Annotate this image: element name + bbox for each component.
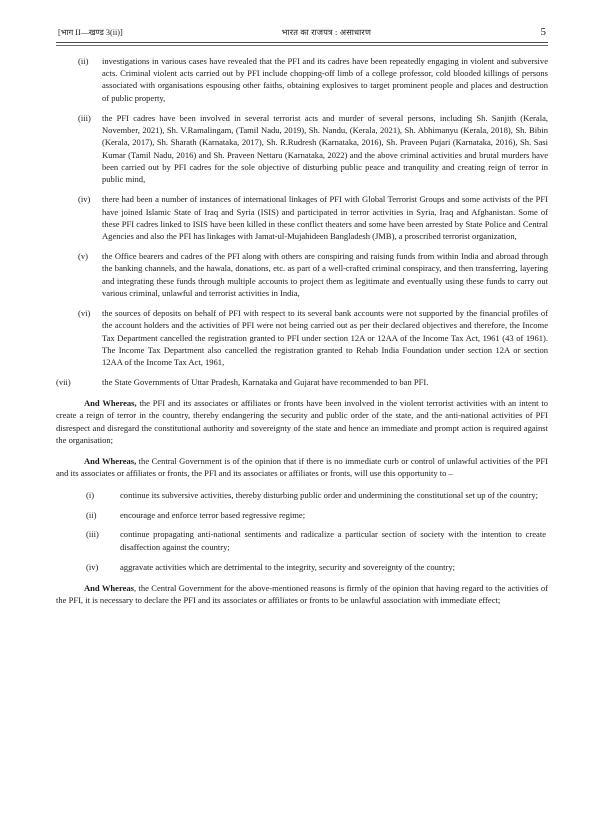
- sub-clause-iv: [56, 561, 548, 573]
- header-rule-bottom: [56, 45, 548, 46]
- header-gazette-title: भारत का राजपत्र : असाधारण: [281, 28, 372, 37]
- clause-v: [56, 250, 548, 299]
- clause-ii: [56, 55, 548, 104]
- whereas-lead-in: And Whereas,: [84, 398, 137, 409]
- sub-clause-text: continue propagating anti-national sentiments and radicalize a particular section of society with the intention to create disaffection against the country;: [120, 529, 546, 552]
- clause-text: the Office bearers and cadres of the PFI along with others are conspiring and raising funds from within India and abroad through the banking channels, and the hawala, donations, etc. as part of a well-crafted criminal conspiracy, and then transferring, layering and integrating these funds through multiple accounts to project them as legitimate and eventually using these funds to carry out various criminal, unlawful and terrorist activities in India,: [102, 251, 548, 299]
- clause-vii: [56, 376, 548, 388]
- sub-clause-marker: (i): [86, 489, 95, 500]
- clause-marker: (vii): [56, 377, 71, 388]
- clause-marker: (v): [78, 251, 88, 262]
- clause-marker: (iii): [78, 112, 91, 123]
- whereas-paragraph-3: [56, 582, 548, 607]
- clause-marker: (vi): [78, 307, 91, 318]
- clause-text: the PFI cadres have been involved in several terrorist acts and murder of several persons, including Sh. Sanjith (Kerala, November, 2021), Sh. V.Ramalingam, (Tamil Nadu, 2019), Sh. Nandu, (Kerala, 2021), Sh. Abhimanyu (Kerala, 2018), Sh. Bibin (Kerala, 2017), Sh. Sharath (Karnataka, 2017), Sh. R.Rudresh (Karnataka, 2016), Sh. Praveen Pujari (Karnataka, 2016), Sh. Sasi Kumar (Tamil Nadu, 2016) and Sh. Praveen Nettaru (Karnataka, 2022) and the above criminal activities and brutal murders have been carried out by PFI cadres for the sole objective of disturbing public peace and tranquility and creating reign of terror in public mind,: [102, 112, 548, 185]
- sub-clause-marker: (ii): [86, 509, 97, 520]
- sub-clause-text: continue its subversive activities, thereby disturbing public order and undermining the constitutional set up of the country;: [120, 489, 538, 500]
- header-rule-top: [56, 42, 548, 43]
- clause-marker: (ii): [78, 55, 89, 66]
- clause-vi: [56, 307, 548, 369]
- whereas-body: the PFI and its associates or affiliates or fronts have been involved in the violent terrorist activities with an intent to create a reign of terror in the country, thereby endangering the security and public order of the state, and the anti-national activities of PFI disrespect and disregard the constitutional authority and sovereignty of the state and hence an immediate and prompt action is required against the organisation;: [56, 398, 548, 446]
- header-part-section-label: [भाग II—खण्ड 3(ii)]: [58, 28, 123, 37]
- document-body: [56, 55, 548, 607]
- clause-marker: (iv): [78, 194, 91, 205]
- sub-clause-text: encourage and enforce terror based regressive regime;: [120, 509, 306, 520]
- whereas-lead-in: And Whereas: [84, 582, 134, 593]
- sub-clause-marker: (iii): [86, 529, 99, 540]
- sub-clause-i: [56, 489, 548, 501]
- whereas-body: , the Central Government for the above-mentioned reasons is firmly of the opinion that having regard to the activities of the PFI, it is necessary to declare the PFI and its associates or affiliates or fronts to be unlawful association with immediate effect;: [56, 582, 548, 606]
- clause-text: there had been a number of instances of international linkages of PFI with Global Terrorist Groups and some activists of the PFI have joined Islamic State of Iraq and Syria (ISIS) and participated in terror activities in Syria, Iraq and Afghanistan. Some of these PFI cadres linked to ISIS have been killed in these conflict theaters and some have been arrested by State Police and Central Agencies and also the PFI has linkages with Jamat-ul-Mujahideen Bangladesh (JMB), a proscribed terrorist organization,: [102, 194, 548, 242]
- clause-text: investigations in various cases have revealed that the PFI and its cadres have been repeatedly engaging in violent and subversive acts. Criminal violent acts carried out by PFI include chopping-off limb of a college professor, cold blooded killings of persons associated with organisations espousing other faiths, obtaining explosives to target prominent people and places and destruction of public property,: [102, 55, 548, 103]
- whereas-lead-in: And Whereas,: [84, 456, 137, 466]
- whereas-paragraph-2: [56, 455, 548, 480]
- clause-iv: [56, 193, 548, 242]
- whereas-body: the Central Government is of the opinion that if there is no immediate curb or control of unlawful activities of the PFI and its associates or affiliates or fronts, the PFI and its associates or affiliates or fronts, will use this opportunity to –: [56, 456, 548, 479]
- sub-clause-iii: [56, 528, 548, 553]
- page-running-header: [56, 26, 548, 41]
- sub-clause-marker: (iv): [86, 561, 99, 572]
- clause-iii: [56, 112, 548, 186]
- clause-text: the sources of deposits on behalf of PFI with respect to its several bank accounts were not supported by the financial profiles of the account holders and the activities of PFI were not being carried out as per their declared objectives and therefore, the Income Tax Department cancelled the registration granted to PFI under section 12A or 12AA of the Income Tax Act, 1961 (43 of 1961). The Income Tax Department also cancelled the registration granted to Rehab India Foundation under section 12A or section 12AA of the Income Tax Act, 1961,: [102, 307, 548, 368]
- clause-text: the State Governments of Uttar Pradesh, Karnataka and Gujarat have recommended to ban PFI.: [102, 377, 429, 388]
- page-number: 5: [540, 26, 546, 38]
- whereas-paragraph-1: [56, 397, 548, 446]
- sub-clause-ii: [56, 509, 548, 521]
- sub-clause-text: aggravate activities which are detrimental to the integrity, security and sovereignty of the country;: [120, 561, 456, 572]
